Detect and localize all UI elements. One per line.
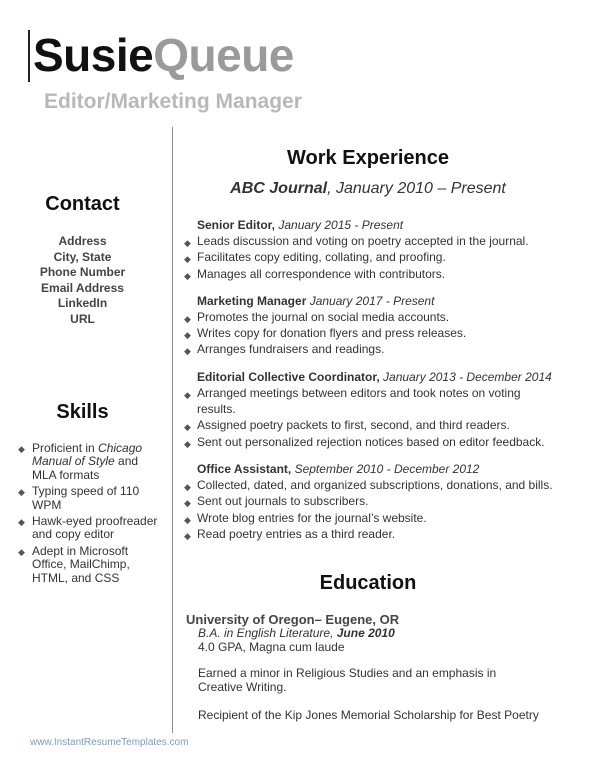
award-note: Recipient of the Kip Jones Memorial Scholarship for Best Poetry [198,708,539,722]
diamond-bullet-icon: ◆ [184,346,191,357]
diamond-bullet-icon: ◆ [184,238,191,248]
skill-item: ◆ Typing speed of 110 WPM [18,484,140,512]
degree: B.A. in English Literature, June 2010 [198,626,395,640]
job-heading: Office Assistant, September 2010 - December 2012 [197,461,480,476]
skills-heading: Skills [56,401,109,423]
diamond-bullet-icon: ◆ [184,530,191,541]
job-entry [182,217,562,282]
job-bullet: ◆ Arranged meetings between editors and took notes on voting results. [184,385,521,417]
skill-item: ◆ Proficient in Chicago Manual of Style and MLA formats [18,441,143,482]
diamond-bullet-icon: ◆ [184,330,191,341]
first-name: Susie [33,29,154,81]
job-bullet: ◆ Wrote blog entries for the journal’s website. [182,510,562,526]
contact-phone: Phone Number [39,265,126,279]
job-bullets [182,233,562,282]
contact-email: Email Address [41,280,124,295]
job-bullet: ◆ Facilitates copy editing, collating, and proofing. [182,249,562,265]
diamond-bullet-icon: ◆ [184,498,191,509]
job-bullet: ◆ Arranges fundraisers and readings. [182,341,562,357]
gpa: 4.0 GPA, Magna cum laude [198,640,345,654]
contact-linkedin: LinkedIn [57,296,108,310]
job-list [182,217,562,553]
employer-line [180,180,556,198]
diamond-bullet-icon: ◆ [184,481,191,492]
diamond-bullet-icon: ◆ [18,546,25,557]
diamond-bullet-icon: ◆ [184,389,191,400]
skills-list [14,442,164,588]
job-bullet: ◆ Assigned poetry packets to first, second, and third readers. [182,417,562,433]
job-bullet: ◆ Sent out journals to subscribers. [182,493,562,509]
diamond-bullet-icon: ◆ [184,438,191,449]
job-entry [182,461,562,542]
education-heading: Education [319,572,417,594]
minor-note: Earned a minor in Religious Studies and an emphasis in Creative Writing. [198,666,497,694]
job-entry [182,293,562,358]
skill-item: ◆ Adept in Microsoft Office, MailChimp, HTML, and CSS [18,543,130,585]
skill-item: ◆ Hawk-eyed proofreader and copy editor [18,514,158,542]
job-entry [182,369,562,450]
contact-list [0,234,165,327]
job-heading: Editorial Collective Coordinator, January 2013 - December 2014 [197,369,552,384]
diamond-bullet-icon: ◆ [18,517,25,528]
contact-city-state: City, State [53,249,112,264]
diamond-bullet-icon: ◆ [184,313,191,324]
contact-heading: Contact [45,193,120,215]
diamond-bullet-icon: ◆ [184,422,191,433]
job-bullets [182,385,562,450]
diamond-bullet-icon: ◆ [184,514,191,525]
diamond-bullet-icon: ◆ [18,444,25,454]
contact-address: Address [58,234,107,248]
job-heading: Senior Editor, January 2015 - Present [197,218,404,232]
footer-link[interactable]: www.InstantResumeTemplates.com [30,737,189,748]
job-heading: Marketing Manager January 2017 - Present [197,293,435,308]
school-name: University of Oregon– Eugene, OR [186,612,400,627]
job-bullet: ◆ Collected, dated, and organized subscriptions, donations, and bills. [182,477,562,493]
contact-url: URL [70,311,95,326]
job-bullet: ◆ Read poetry entries as a third reader. [182,526,562,542]
employer-name: ABC Journal [230,180,328,197]
job-bullet: ◆ Writes copy for donation flyers and press releases. [182,325,562,341]
diamond-bullet-icon: ◆ [184,270,191,281]
employer-dates: , January 2010 – Present [327,180,506,197]
job-bullet: ◆ Promotes the journal on social media accounts. [182,309,562,325]
column-divider [172,127,173,733]
resume-name [28,30,294,82]
diamond-bullet-icon: ◆ [184,254,191,265]
job-bullets [182,309,562,358]
last-name: Queue [153,29,294,81]
job-bullet: ◆ Sent out personalized rejection notices based on editor feedback. [182,434,562,450]
diamond-bullet-icon: ◆ [18,487,25,498]
job-title: Editor/Marketing Manager [44,90,302,113]
job-bullets [182,477,562,542]
work-experience-heading: Work Experience [287,147,449,169]
job-bullet: ◆ Leads discussion and voting on poetry accepted in the journal. [182,233,562,249]
job-bullet: ◆ Manages all correspondence with contributors. [182,266,562,282]
